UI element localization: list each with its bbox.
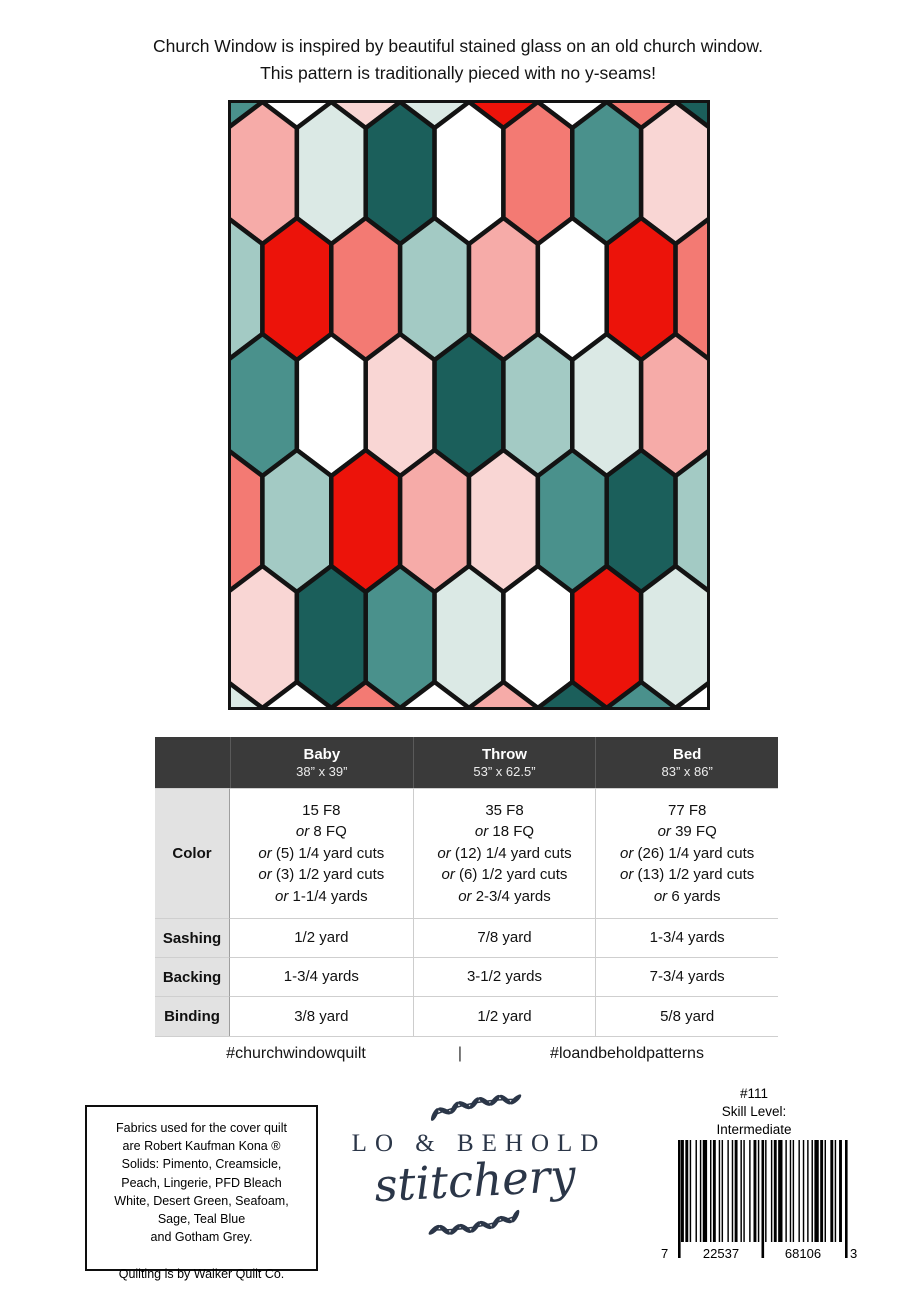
quilt-image [228,100,710,710]
quilt-piece-medteal [366,566,435,708]
barcode-digit-group: 7 [661,1246,669,1261]
quilt-piece-red [262,218,331,360]
quilt-piece-white [503,566,572,708]
table-cell: 1/2 yard [230,918,413,957]
quilt-piece-peach [641,334,710,476]
barcode-digit-group: 68106 [784,1246,822,1261]
quilt-piece-seafoam [262,450,331,592]
table-cell: 1-3/4 yards [595,918,778,957]
quilt-piece-seafoam [503,334,572,476]
hashtag-divider: | [457,1045,463,1062]
hashtag-quilt: #churchwindowquilt [226,1045,366,1062]
quilt-piece-lingerie [366,334,435,476]
table-cell: 7/8 yard [413,918,596,957]
quilt-piece-medteal [228,334,297,476]
skill-block [688,1085,820,1139]
table-cell: 3-1/2 yards [413,957,596,996]
quilt-piece-medteal [538,450,607,592]
column-size: 53” x 62.5” [473,764,536,779]
column-header-baby [230,737,413,788]
brand-logo [330,1090,620,1240]
laurel-branch-top-icon [427,1086,523,1122]
table-cell: 1/2 yard [413,996,596,1036]
barcode-digit-group: 22537 [702,1246,740,1261]
quilt-piece-lingerie [228,566,297,708]
quilt-piece-white [538,218,607,360]
quilt-piece-peach [228,102,297,244]
column-name: Baby [303,746,341,763]
brand-name: LO & BEHOLD [351,1130,607,1157]
quilt-piece-darkteal [297,566,366,708]
table-cell: 5/8 yard [595,996,778,1036]
quilt-piece-lingerie [641,102,710,244]
quilt-piece-coral [503,102,572,244]
row-label-sashing: Sashing [155,918,230,957]
quilt-piece-medteal [572,102,641,244]
skill-level-label: Skill Level: [721,1104,787,1119]
intro-line-2: This pattern is traditionally pieced with no y-seams! [260,63,656,83]
table-cell: 7-3/4 yards [595,957,778,996]
table-cell: 35 F8 or 18 FQ or (12) 1/4 yard cuts or (6) 1/2 yard cuts or 2-3/4 yards [413,788,596,918]
intro-text [0,33,916,87]
quilt-piece-red [607,218,676,360]
quilt-piece-lingerie [469,450,538,592]
row-label-backing: Backing [155,957,230,996]
brand-script: stitchery [373,1148,577,1213]
quilt-piece-red [331,450,400,592]
row-label-color: Color [155,788,230,918]
pattern-number: #111 [739,1086,769,1101]
quilt-piece-darkteal [366,102,435,244]
table-cell: 15 F8 or 8 FQ or (5) 1/4 yard cuts or (3) 1/2 yard cuts or 1-1/4 yards [230,788,413,918]
column-size: 38” x 39” [296,764,348,779]
table-cell: 3/8 yard [230,996,413,1036]
intro-line-1: Church Window is inspired by beautiful stained glass on an old church window. [153,36,763,56]
laurel-branch-bottom-icon [427,1209,523,1243]
quilt-piece-mint [572,334,641,476]
table-cell: 1-3/4 yards [230,957,413,996]
quilt-piece-white [435,102,504,244]
barcode [655,1140,860,1265]
size-table [155,737,778,1037]
quilt-piece-coral [331,218,400,360]
barcode-digit-group: 3 [850,1246,858,1261]
barcode-bars [655,1140,860,1262]
quilt-piece-mint [435,566,504,708]
column-header-bed [595,737,778,788]
quilt-piece-mint [641,566,710,708]
quilt-piece-white [297,334,366,476]
row-label-binding: Binding [155,996,230,1036]
skill-level-value: Intermediate [716,1122,792,1137]
table-corner-cell [155,737,230,788]
column-name: Throw [481,746,527,763]
column-size: 83” x 86” [661,764,713,779]
column-name: Bed [672,746,702,763]
table-cell: 77 F8 or 39 FQ or (26) 1/4 yard cuts or (13) 1/2 yard cuts or 6 yards [595,788,778,918]
quilt-piece-darkteal [607,450,676,592]
quilt-piece-darkteal [435,334,504,476]
quilt-piece-mint [297,102,366,244]
quilt-piece-peach [469,218,538,360]
column-header-throw [413,737,596,788]
quilt-piece-seafoam [400,218,469,360]
fabric-note: Fabrics used for the cover quilt are Robert Kaufman Kona ® Solids: Pimento, Creamsicle, Peach, Lingerie, PFD Bleach White, Desert Green, Seafoam, Sage, Teal Blue and Gotham Grey. Quilting is by Walker Quilt Co. [85,1105,318,1271]
hashtag-brand: #loandbeholdpatterns [550,1045,704,1062]
quilt-piece-peach [400,450,469,592]
quilt-piece-red [572,566,641,708]
